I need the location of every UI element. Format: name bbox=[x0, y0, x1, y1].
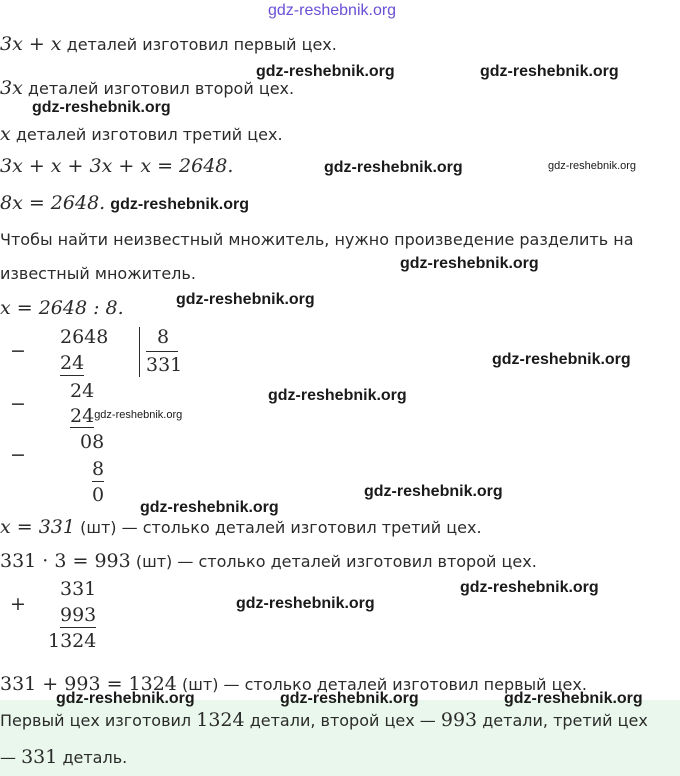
result-second-unit: (шт) bbox=[135, 552, 173, 571]
result-third-unit: (шт) bbox=[80, 518, 117, 537]
watermark: gdz-reshebnik.org bbox=[140, 499, 279, 516]
result-third bbox=[0, 516, 482, 538]
line-first-workshop bbox=[0, 33, 337, 55]
division-bar-horizontal bbox=[146, 351, 178, 352]
watermark: gdz-reshebnik.org bbox=[400, 255, 539, 272]
text-third: деталей изготовил третий цех. bbox=[15, 125, 283, 144]
text-second: деталей изготовил второй цех. bbox=[27, 79, 295, 98]
quotient: 331 bbox=[146, 354, 183, 376]
expr-first: 3x + x bbox=[0, 33, 62, 55]
watermark: gdz-reshebnik.org bbox=[480, 63, 619, 80]
watermark: gdz-reshebnik.org bbox=[324, 159, 463, 176]
answer-line-2 bbox=[0, 746, 127, 768]
watermark: gdz-reshebnik.org bbox=[280, 690, 419, 707]
watermark: gdz-reshebnik.org bbox=[94, 409, 183, 421]
watermark: gdz-reshebnik.org bbox=[364, 483, 503, 500]
answer-part-2: детали, второй цех — bbox=[249, 711, 436, 730]
division-bar-vertical bbox=[139, 327, 140, 377]
line-second-workshop bbox=[0, 77, 294, 99]
text-first: деталей изготовил первый цех. bbox=[66, 35, 337, 54]
watermark: gdz-reshebnik.org bbox=[236, 595, 375, 612]
minus-sign: − bbox=[10, 393, 26, 415]
divisor: 8 bbox=[157, 326, 170, 348]
remainder-2: 08 bbox=[80, 431, 105, 453]
answer-number-second: 993 bbox=[440, 709, 478, 731]
watermark: gdz-reshebnik.org bbox=[110, 196, 249, 213]
watermark: gdz-reshebnik.org bbox=[548, 160, 637, 172]
equation-sum: 3x + x + 3x + x = 2648. bbox=[0, 155, 234, 177]
minus-sign: − bbox=[10, 444, 26, 466]
answer-part-1: Первый цех изготовил bbox=[0, 711, 192, 730]
dividend: 2648 bbox=[60, 326, 109, 348]
sum: 1324 bbox=[48, 630, 97, 652]
answer-part-3: детали, третий цех bbox=[482, 711, 648, 730]
watermark-top: gdz-reshebnik.org bbox=[268, 2, 397, 19]
result-first-unit: (шт) bbox=[181, 675, 219, 694]
minus-sign: − bbox=[10, 340, 26, 362]
result-first-text: — столько деталей изготовил первый цех. bbox=[223, 675, 587, 694]
addend-1: 331 bbox=[60, 578, 97, 600]
result-second-expr: 331 · 3 = 993 bbox=[0, 550, 131, 572]
answer-number-third: 331 bbox=[21, 746, 58, 768]
equation-x: x = 2648 : 8. bbox=[0, 297, 124, 319]
result-third-expr: x = 331 bbox=[0, 516, 75, 538]
answer-part-5: деталь. bbox=[62, 748, 128, 767]
expr-second: 3x bbox=[0, 77, 23, 99]
subtrahend-2: 24 bbox=[70, 405, 95, 427]
remainder-1: 24 bbox=[70, 380, 95, 402]
result-second-text: — столько деталей изготовил второй цех. bbox=[177, 552, 537, 571]
subtrahend-2-row bbox=[70, 405, 182, 427]
watermark: gdz-reshebnik.org bbox=[492, 351, 631, 368]
result-first-expr: 331 + 993 = 1324 bbox=[0, 673, 177, 695]
result-third-text: — столько деталей изготовил третий цех. bbox=[121, 518, 482, 537]
final-remainder: 0 bbox=[92, 484, 105, 506]
line-third-workshop bbox=[0, 123, 283, 145]
result-second bbox=[0, 550, 537, 572]
addend-2: 993 bbox=[60, 604, 97, 626]
watermark: gdz-reshebnik.org bbox=[176, 291, 315, 308]
watermark: gdz-reshebnik.org bbox=[268, 387, 407, 404]
answer-line-1 bbox=[0, 709, 648, 731]
equation-8x bbox=[0, 192, 249, 214]
rule-line-2: известный множитель. bbox=[0, 264, 196, 283]
watermark: gdz-reshebnik.org bbox=[32, 99, 171, 116]
rule-line-1: Чтобы найти неизвестный множитель, нужно произведение разделить на bbox=[0, 230, 634, 249]
expr-third: x bbox=[0, 123, 11, 145]
watermark: gdz-reshebnik.org bbox=[504, 690, 643, 707]
watermark: gdz-reshebnik.org bbox=[256, 63, 395, 80]
watermark: gdz-reshebnik.org bbox=[56, 690, 195, 707]
plus-sign: + bbox=[10, 593, 26, 615]
subtrahend-1: 24 bbox=[60, 352, 85, 374]
watermark: gdz-reshebnik.org bbox=[460, 579, 599, 596]
answer-dash: — bbox=[0, 748, 16, 767]
subtrahend-3: 8 bbox=[92, 458, 105, 480]
answer-number-first: 1324 bbox=[196, 709, 245, 731]
equation-8x-expr: 8x = 2648. bbox=[0, 192, 106, 214]
